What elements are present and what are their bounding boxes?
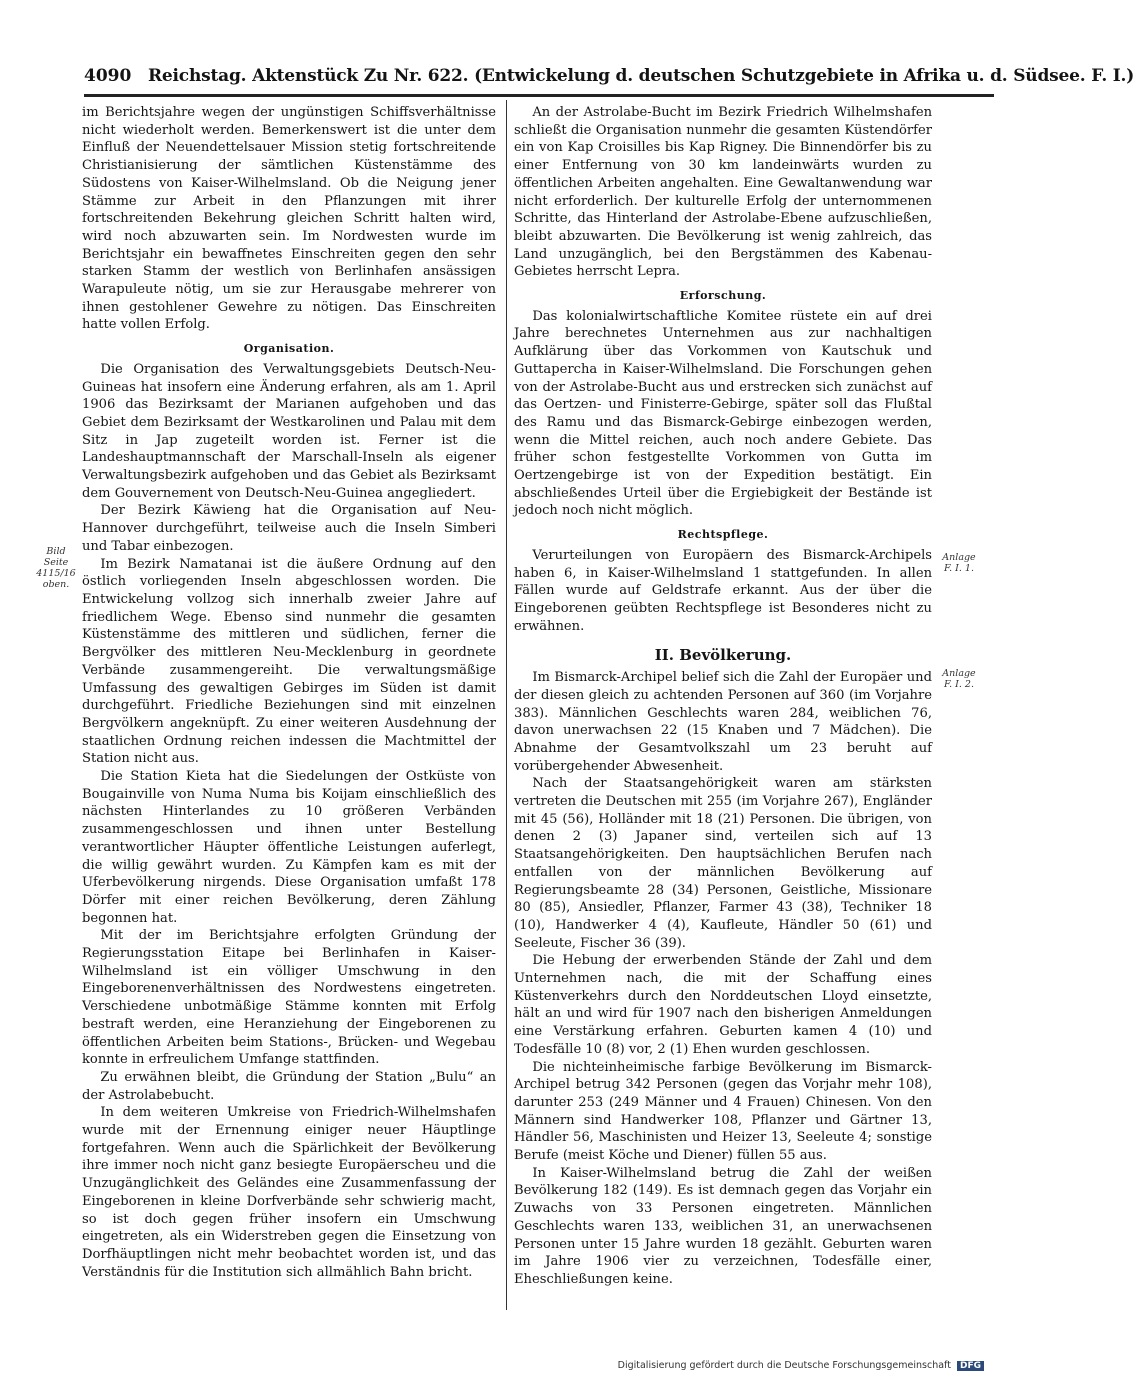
running-header — [84, 64, 1134, 97]
paragraph: Im Bezirk Namatanai ist die äußere Ordnung auf den östlich vorliegenden Inseln abgeschlossen worden. Die Entwickelung vollzog sich innerhalb zweier Jahre auf friedlichem Wege. Ebenso sind nunmehr die gesamten Küstenstämme des mittleren und südlichen, ferner die Bergvölker des mittleren Neu-Mecklenburg in geordnete Verbände zusammengereiht. Die verwaltungsmäßige Umfassung des gewaltigen Gebirges im Süden ist damit durchgeführt. Friedliche Beziehungen sind mit einzelnen Bergvölkern angeknüpft. Zu einer weiteren Ausdehnung der staatlichen Ordnung reichen indessen die Machtmittel der Station nicht aus. — [82, 556, 496, 767]
dfg-logo-icon: DFG — [957, 1361, 984, 1371]
page-number: 4090 — [84, 66, 132, 86]
paragraph: Die nichteinheimische farbige Bevölkerung im Bismarck-Archipel betrug 342 Personen (gegen das Vorjahr mehr 108), darunter 253 (249 Männer und 4 Frauen) Chinesen. Von den Männern sind Handwerker 108, Pflanzer und Gärtner 13, Händler 56, Maschinisten und Heizer 13, Seeleute 4; sonstige Berufe (meist Köche und Diener) füllen 55 aus. — [514, 1059, 932, 1164]
paragraph: An der Astrolabe-Bucht im Bezirk Friedrich Wilhelmshafen schließt die Organisation nunmehr die gesamten Küstendörfer ein von Kap Croisilles bis Kap Rigney. Die Binnendörfer bis zu einer Entfernung von 30 km landeinwärts wurden zu öffentlichen Arbeiten angehalten. Eine Gewaltanwendung war nicht erforderlich. Der kulturelle Erfolg der unternommenen Schritte, das Hinterland der Astrolabe-Ebene aufzuschließen, bleibt abzuwarten. Die Bevölkerung ist wenig zahlreich, das Land unzugänglich, bei den Bergstämmen des Kabenau-Gebietes herrscht Lepra. — [514, 105, 932, 280]
margin-note-bild: Bild Seite 4115/16 oben. — [36, 546, 76, 590]
section-heading-erforschung: Erforschung. — [679, 289, 767, 303]
paragraph: Der Bezirk Käwieng hat die Organisation auf Neu-Hannover durchgeführt, teilweise auch die Inseln Simberi und Tabar einbezogen. — [82, 503, 496, 554]
paragraph: Im Bismarck-Archipel belief sich die Zahl der Europäer und der diesen gleich zu achtenden Personen auf 360 (im Vorjahre 383). Männlichen Geschlechts waren 284, weiblichen 76, davon unerwachsen 22 (15 Knaben und 7 Mädchen). Die Abnahme der Gesamtvolkszahl um 23 beruht auf vorübergehender Abwesenheit. — [514, 670, 932, 774]
footer-text: Digitalisierung gefördert durch die Deutsche Forschungsgemeinschaft — [617, 1360, 951, 1371]
margin-note-anlage-2: Anlage F. I. 2. — [942, 668, 976, 690]
column-divider — [506, 100, 507, 1310]
paragraph: im Berichtsjahre wegen der ungünstigen Schiffsverhältnisse nicht wiederholt werden. Bemerkenswert ist die unter dem Einfluß der Neuendettelsauer Mission stetig fortschreitende Christianisierung der sämtlichen Küstenstämme des Südostens von Kaiser-Wilhelmsland. Ob die Neigung jener Stämme zur Arbeit in den Pflanzungen mit ihrer fortschreitenden Bekehrung gleichen Schritt halten wird, wird noch abzuwarten sein. Im Nordwesten wurde im Berichtsjahr ein bewaffnetes Einschreiten gegen den sehr starken Stamm der westlich von Berlinhafen ansässigen Warapuleute nötig, um sie zur Herausgabe mehrerer von ihnen gestohlener Gewehre zu nötigen. Das Einschreiten hatte vollen Erfolg. — [82, 105, 496, 333]
margin-note-anlage-1: Anlage F. I. 1. — [942, 552, 976, 574]
paragraph: Verurteilungen von Europäern des Bismarck-Archipels haben 6, in Kaiser-Wilhelmsland 1 stattgefunden. In allen Fällen wurde auf Geldstrafe erkannt. Aus der über die Eingeborenen geübten Rechtspflege ist Besonderes nicht zu erwähnen. — [514, 547, 932, 634]
paragraph: Das kolonialwirtschaftliche Komitee rüstete ein auf drei Jahre berechnetes Unternehmen aus zur nachhaltigen Aufklärung über das Vorkommen von Kautschuk und Guttapercha in Kaiser-Wilhelmsland. Die Forschungen gehen von der Astrolabe-Bucht aus und erstrecken sich zunächst auf das Oertzen- und Finisterre-Gebirge, später soll das Flußtal des Ramu und das Bismarck-Gebirge einbezogen werden, wenn die Mittel reichen, auch noch andere Gebiete. Das früher schon festgestellte Vorkommen von Gutta im Oertzengebirge ist von der Expedition bestätigt. Ein abschließendes Urteil über die Ergiebigkeit der Bestände ist jedoch noch nicht möglich. — [514, 308, 932, 519]
paragraph: Die Organisation des Verwaltungsgebiets Deutsch-Neu-Guineas hat insofern eine Änderung erfahren, als am 1. April 1906 das Bezirksamt der Marianen aufgehoben und das Gebiet dem Bezirksamt der Westkarolinen und Palau mit dem Sitz in Jap zugeteilt worden ist. Ferner ist die Landeshauptmannschaft der Marschall-Inseln als eigener Verwaltungsbezirk aufgehoben und das Gebiet als Bezirksamt dem Gouvernement von Deutsch-Neu-Guinea angegliedert. — [82, 361, 496, 501]
right-column — [514, 104, 932, 1289]
paragraph: Die Station Kieta hat die Siedelungen der Ostküste von Bougainville von Numa Numa bis Koijam einschließlich des nächsten Hinterlandes zu 10 größeren Verbänden zusammengeschlossen und ihnen unter Bestellung verantwortlicher Häupter öffentliche Leistungen auferlegt, die willig gewährt wurden. Zu Kämpfen kam es mit der Uferbevölkerung nirgends. Diese Organisation umfaßt 178 Dörfer mit einer reichen Bevölkerung, deren Zählung begonnen hat. — [82, 769, 496, 926]
section-heading-organisation: Organisation. — [243, 342, 335, 356]
section-heading-rechtspflege: Rechtspflege. — [677, 528, 769, 542]
footer-credit — [618, 1360, 984, 1371]
paragraph: Zu erwähnen bleibt, die Gründung der Station „Bulu“ an der Astrolabebucht. — [82, 1069, 496, 1103]
running-title: Reichstag. Aktenstück Zu Nr. 622. (Entwickelung d. deutschen Schutzgebiete in Afrika u. d. Südsee. F. I.) — [148, 66, 1134, 86]
paragraph: Die Hebung der erwerbenden Stände der Zahl und dem Unternehmen nach, die mit der Schaffung eines Küstenverkehrs durch den Norddeutschen Lloyd einsetzte, hält an und wird für 1907 nach den bisherigen Anmeldungen eine Verstärkung erfahren. Geburten kamen 4 (10) und Todesfälle 10 (8) vor, 2 (1) Ehen wurden geschlossen. — [514, 953, 932, 1057]
paragraph: Mit der im Berichtsjahre erfolgten Gründung der Regierungsstation Eitape bei Berlinhafen in Kaiser-Wilhelmsland ist ein völliger Umschwung in den Eingeborenenverhältnissen des Nordwestens eingetreten. Verschiedene unbotmäßige Stämme konnten mit Erfolg bestraft werden, eine Heranziehung der Eingeborenen zu öffentlichen Arbeiten beim Stations-, Brücken- und Wegebau konnte in erfreulichem Umfange stattfinden. — [82, 928, 496, 1068]
left-column — [82, 104, 496, 1281]
section-heading-bevoelkerung: II. Bevölkerung. — [654, 646, 792, 665]
paragraph: In Kaiser-Wilhelmsland betrug die Zahl der weißen Bevölkerung 182 (149). Es ist demnach gegen das Vorjahr ein Zuwachs von 33 Personen eingetreten. Männlichen Geschlechts waren 133, weiblichen 31, an unerwachsenen Personen unter 15 Jahre wurden 18 gezählt. Geburten waren im Jahre 1906 vier zu verzeichnen, Todesfälle einer, Eheschließungen keine. — [514, 1165, 932, 1287]
paragraph: In dem weiteren Umkreise von Friedrich-Wilhelmshafen wurde mit der Ernennung einiger neuer Häuptlinge fortgefahren. Wenn auch die Spärlichkeit der Bevölkerung ihre immer noch nicht ganz besiegte Europäerscheu und die Unzugänglichkeit des Geländes eine Zusammenfassung der Eingeborenen in kleine Dorfverbände sehr schwierig macht, so ist doch gegen früher insofern ein Umschwung eingetreten, als ein Widerstreben gegen die Einsetzung von Dorfhäuptlingen nicht mehr beobachtet worden ist, und das Verständnis für die Institution sich allmählich Bahn bricht. — [82, 1105, 496, 1280]
paragraph: Nach der Staatsangehörigkeit waren am stärksten vertreten die Deutschen mit 255 (im Vorjahre 267), Engländer mit 45 (56), Holländer mit 18 (21) Personen. Die übrigen, von denen 2 (3) Japaner sind, verteilen sich auf 13 Staatsangehörigkeiten. Den hauptsächlichen Berufen nach entfallen von der männlichen Bevölkerung auf Regierungsbeamte 28 (34) Personen, Geistliche, Missionare 80 (85), Ansiedler, Pflanzer, Farmer 43 (38), Techniker 18 (10), Handwerker 4 (4), Kaufleute, Händler 50 (61) und Seeleute, Fischer 36 (39). — [514, 776, 932, 951]
